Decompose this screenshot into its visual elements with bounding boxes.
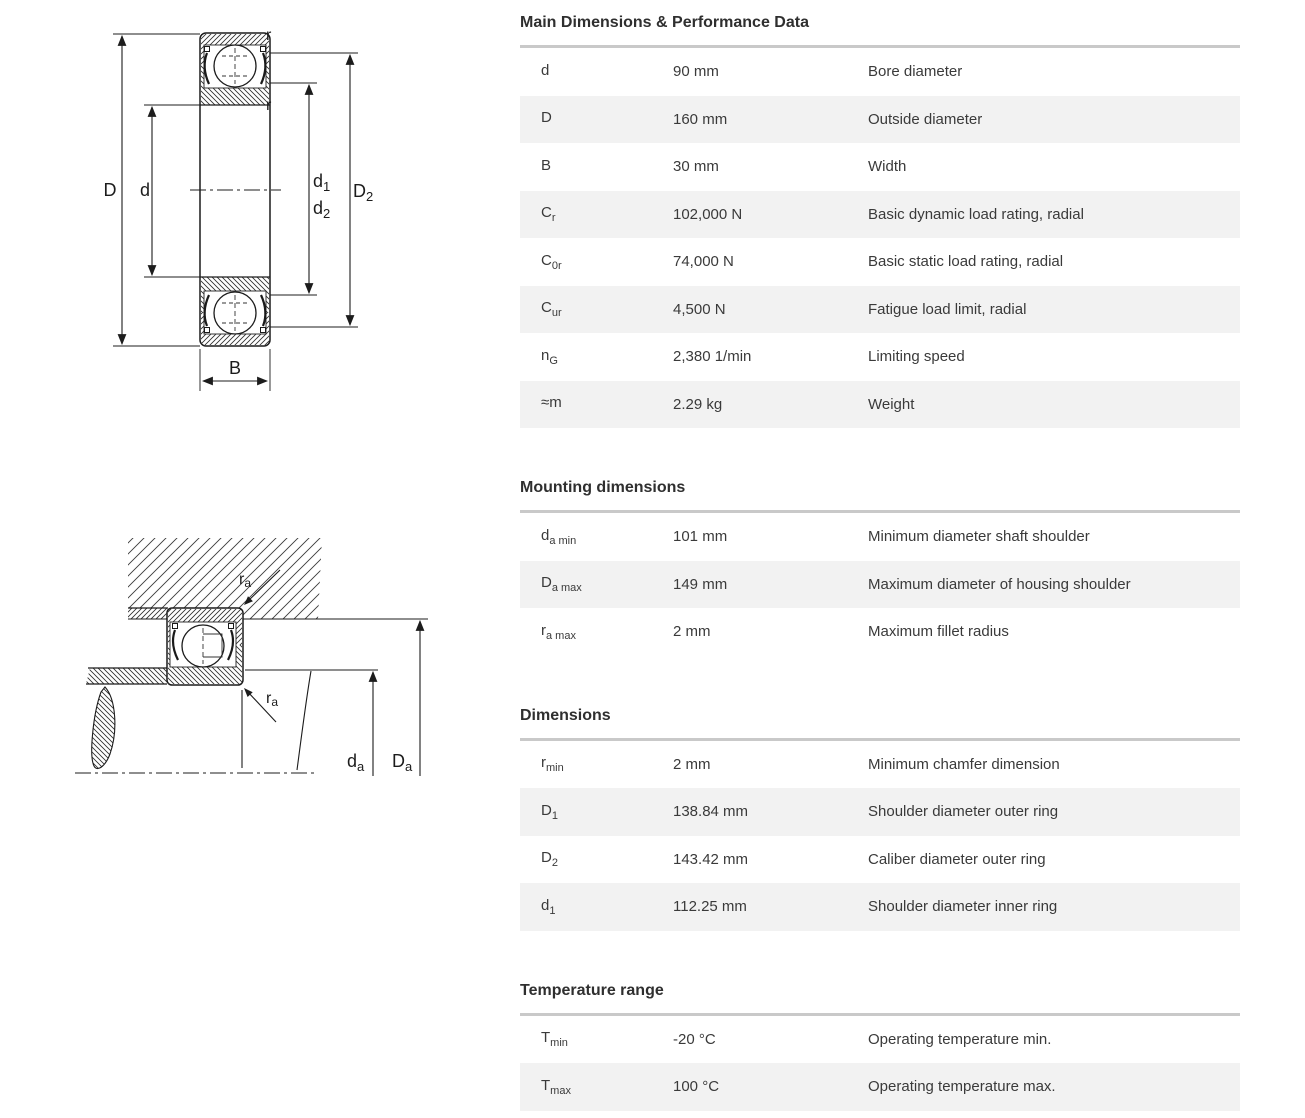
label-Da: $D_a$ <box>392 751 413 774</box>
section-main-dimensions <box>520 13 1240 428</box>
value-cell: 90 mm <box>673 63 719 81</box>
section-mounting-dimensions <box>520 478 1240 656</box>
main-dimensions-table <box>520 48 1240 428</box>
dimensions-table <box>520 741 1240 931</box>
description-cell: Limiting speed <box>868 348 965 366</box>
label-d: d <box>139 180 151 200</box>
symbol-cell: d <box>541 61 550 79</box>
symbol-cell: $C_{ur}$ <box>541 299 562 320</box>
symbol-cell: $D_1$ <box>541 801 558 822</box>
description-cell: Width <box>868 158 907 176</box>
value-cell: 143.42 mm <box>673 850 749 868</box>
table-row <box>520 741 1240 789</box>
table-row <box>520 96 1240 144</box>
label-B: B <box>228 358 242 378</box>
label-ra-bottom: ra <box>266 690 279 709</box>
section-title: Mounting dimensions <box>520 479 686 496</box>
temperature-range-table <box>520 1016 1240 1111</box>
section-dimensions <box>520 706 1240 931</box>
value-cell: 2 mm <box>673 755 711 773</box>
label-D2: $D_2$ <box>353 181 374 204</box>
label-d2: $d_2$ <box>313 198 331 221</box>
symbol-cell: $D_2$ <box>541 849 558 870</box>
housing-section <box>128 538 428 619</box>
label-ra-top: ra <box>239 571 252 590</box>
mounting-dimensions-table <box>520 513 1240 656</box>
value-cell: 138.84 mm <box>673 803 749 821</box>
table-row <box>520 1016 1240 1064</box>
symbol-cell: $n_G$ <box>541 346 558 367</box>
value-cell: 2,380 1/min <box>673 348 752 366</box>
label-r-top: r <box>266 27 272 44</box>
dimension-d <box>144 105 200 277</box>
description-cell: Minimum diameter shaft shoulder <box>868 528 1090 546</box>
value-cell: 2.29 kg <box>673 395 723 413</box>
dimension-d1-d2 <box>270 83 317 295</box>
value-cell: 2 mm <box>673 623 711 641</box>
description-cell: Operating temperature max. <box>868 1078 1056 1096</box>
table-row <box>520 143 1240 191</box>
table-row <box>520 836 1240 884</box>
datasheet-column <box>520 13 1240 1111</box>
table-row <box>520 191 1240 239</box>
bearing-mounting-drawing <box>60 500 480 810</box>
section-temperature-range <box>520 981 1240 1111</box>
table-row <box>520 48 1240 96</box>
section-title: Main Dimensions & Performance Data <box>520 14 809 31</box>
value-cell: 102,000 N <box>673 205 743 223</box>
mounted-bearing-section <box>167 608 243 685</box>
description-cell: Basic static load rating, radial <box>868 253 1064 271</box>
symbol-cell: B <box>541 156 552 174</box>
description-cell: Basic dynamic load rating, radial <box>868 205 1084 223</box>
symbol-cell: $C_r$ <box>541 204 556 225</box>
description-cell: Shoulder diameter inner ring <box>868 898 1058 916</box>
bearing-front-view-drawing <box>60 0 480 400</box>
value-cell: 74,000 N <box>673 253 734 271</box>
symbol-cell: $C_{0r}$ <box>541 251 562 272</box>
value-cell: 100 °C <box>673 1078 720 1096</box>
table-row <box>520 333 1240 381</box>
table-row <box>520 788 1240 836</box>
value-cell: 112.25 mm <box>673 898 747 916</box>
symbol-cell: ≈m <box>541 394 562 412</box>
symbol-cell: $T_{max}$ <box>541 1076 571 1097</box>
description-cell: Maximum diameter of housing shoulder <box>868 575 1131 593</box>
table-row <box>520 1063 1240 1111</box>
seal-anchor <box>205 47 210 52</box>
table-row <box>520 238 1240 286</box>
description-cell: Bore diameter <box>868 63 963 81</box>
description-cell: Operating temperature min. <box>868 1030 1052 1048</box>
label-d1: $d_1$ <box>313 171 331 194</box>
value-cell: 160 mm <box>673 110 728 128</box>
value-cell: 4,500 N <box>673 300 726 318</box>
symbol-cell: $d_1$ <box>541 896 556 917</box>
symbol-cell: $D_{a max}$ <box>541 574 582 595</box>
symbol-cell: D <box>541 109 552 127</box>
description-cell: Weight <box>868 395 915 413</box>
symbol-cell: $T_{min}$ <box>541 1029 568 1050</box>
description-cell: Outside diameter <box>868 110 983 128</box>
table-row <box>520 513 1240 561</box>
table-row <box>520 286 1240 334</box>
label-D: D <box>103 180 117 200</box>
value-cell: 101 mm <box>673 528 728 546</box>
table-row <box>520 608 1240 656</box>
value-cell: 149 mm <box>673 575 728 593</box>
value-cell: 30 mm <box>673 158 719 176</box>
description-cell: Minimum chamfer dimension <box>868 755 1060 773</box>
label-r-mid: r <box>266 97 272 114</box>
value-cell: -20 °C <box>673 1030 716 1048</box>
section-title: Temperature range <box>520 981 664 999</box>
shaft-break-edge <box>92 687 115 769</box>
label-da: $d_a$ <box>347 751 365 774</box>
table-row <box>520 883 1240 931</box>
symbol-cell: $d_{a min}$ <box>541 526 577 547</box>
description-cell: Shoulder diameter outer ring <box>868 803 1059 821</box>
dimension-D <box>113 34 200 346</box>
description-cell: Caliber diameter outer ring <box>868 850 1046 868</box>
symbol-cell: $r_{a max}$ <box>541 621 576 642</box>
symbol-cell: $r_{min}$ <box>541 754 564 775</box>
table-row <box>520 561 1240 609</box>
table-row <box>520 381 1240 429</box>
section-title: Dimensions <box>520 706 611 724</box>
description-cell: Maximum fillet radius <box>868 623 1009 641</box>
description-cell: Fatigue load limit, radial <box>868 300 1027 318</box>
